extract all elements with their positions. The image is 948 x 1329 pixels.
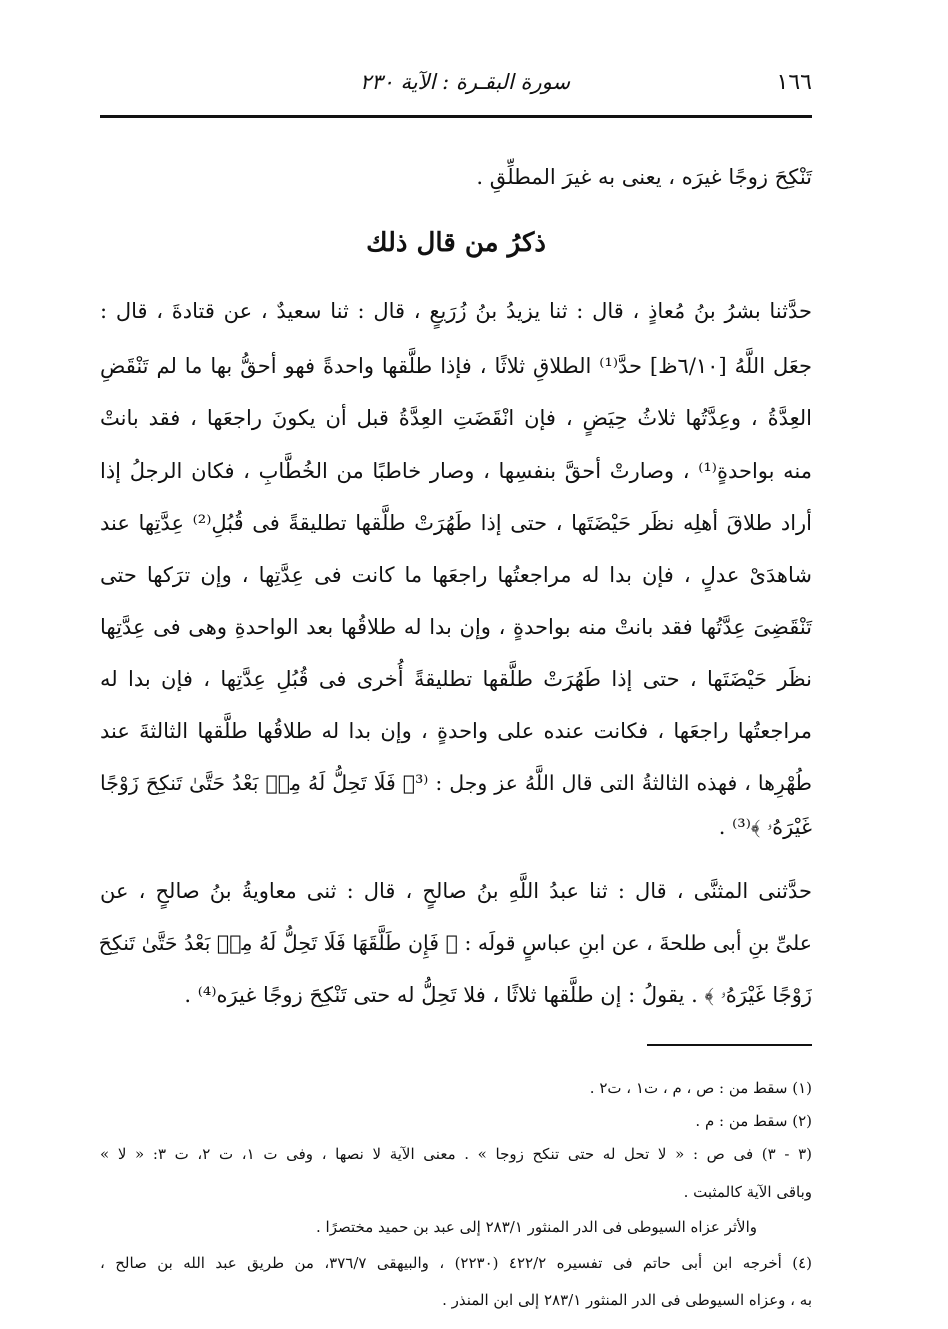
opening-line: تَنْكِحَ زوجًا غيرَه ، يعنى به غيرَ المطلِّقِ .: [476, 165, 812, 189]
running-title: سورة البقـرة : الآية ٢٣٠: [360, 70, 571, 94]
footnote: وباقى الآية كالمثبت .: [683, 1183, 812, 1201]
text-line: علىِّ بنِ أبى طلحةَ ، عن ابنِ عباسٍ قولَه : ﴿ فَإِن طَلَّقَهَا فَلَا تَحِلُّ لَهُ مِنۢ بَعْدُ حَتَّىٰ تَنكِحَ: [98, 931, 812, 955]
footnote: (٤) أخرجه ابن أبى حاتم فى تفسيره ٤٢٢/٢ (٢٢٣٠) ، والبيهقى ٣٧٦/٧، من طريق عبد الله بن صالح ،: [100, 1254, 812, 1272]
footnote: (٣ - ٣) فى ص : « لا تحل له حتى تنكح زوجا » . معنى الآية لا نصها ، وفى ت ١، ت ٢، ت ٣: « لا »: [100, 1145, 813, 1163]
page-header: [100, 62, 812, 102]
text-line: منه بواحدةٍ⁽¹⁾ ، وصارتْ أحقَّ بنفسِها ، وصار خاطبًا من الخُطَّابِ ، فكان الرجلُ إذا: [100, 459, 812, 483]
text-line: أراد طلاقَ أهلِه نظَر حَيْضَتَها ، حتى إذا طَهُرَتْ طلَّقها تطليقةً فى قُبُلِ⁽²⁾ عِدَّتِها عند: [100, 511, 813, 535]
text-line: حدَّثنى المثنَّى ، قال : ثنا عبدُ اللَّهِ بنُ صالحٍ ، قال : ثنى معاويةُ بنُ صالحٍ ، عن: [100, 879, 812, 903]
text-line: حدَّثنا بشرُ بنُ مُعاذٍ ، قال : ثنا يزيدُ بنُ زُرَيعٍ ، قال : ثنا سعيدٌ ، عن قتادةَ ، قال :: [100, 299, 812, 323]
footnote: والأثر عزاه السيوطى فى الدر المنثور ٢٨٣/١ إلى عبد بن حميد مختصرًا .: [316, 1218, 757, 1236]
text-line: غَيْرَهُۥ ﴾⁽³⁾ .: [718, 815, 812, 839]
book-page: [100, 0, 812, 1329]
section-heading: ذكرُ من قال ذلك: [366, 228, 546, 258]
text-line: تَنْقَضِىَ عِدَّتُها فقد بانتْ منه بواحدةٍ ، وإن بدا له طلاقُها بعد الواحدةِ وهى فى عِدَّتِها: [100, 615, 812, 639]
text-line: شاهدَىْ عدلٍ ، فإن بدا له مراجعتُها راجعَها ما كانت فى عِدَّتِها ، وإن ترَكها حتى: [100, 563, 812, 587]
header-rule: [100, 115, 812, 118]
text-line: مراجعتُها راجعَها ، فكانت عنده على واحدةٍ ، وإن بدا له طلاقُها طلَّقها الثالثةَ عند: [100, 719, 812, 743]
footnote-rule: [647, 1044, 812, 1046]
footnote: (٢) سقط من : م .: [695, 1112, 812, 1130]
text-line: نظَر حَيْضَتَها ، حتى إذا طَهُرَتْ طلَّقها تطليقةً أُخرى فى قُبُلِ عِدَّتِها ، فإن بدا له: [100, 667, 812, 691]
footnote: به ، وعزاه السيوطى فى الدر المنثور ٢٨٣/١ إلى ابن المنذر .: [442, 1291, 812, 1309]
text-line: زَوْجًا غَيْرَهُۥ ﴾ . يقولُ : إن طلَّقها ثلاثًا ، فلا تَحِلُّ له حتى تَنْكِحَ زوجًا غيرَه⁽⁴⁾ .: [184, 983, 812, 1007]
footnote: (١) سقط من : ص ، م ، ت١ ، ت٢ .: [589, 1079, 812, 1097]
text-line: طُهْرِها ، فهذه الثالثةُ التى قال اللَّهُ عز وجل : ⁽³﴿ فَلَا تَحِلُّ لَهُ مِنۢ بَعْدُ حَتَّىٰ تَنكِحَ زَوْجًا: [100, 771, 812, 795]
page-number: ١٦٦: [776, 69, 812, 95]
text-line: العِدَّةُ ، وعِدَّتُها ثلاثُ حِيَضٍ ، فإن انْقَضَتِ العِدَّةُ قبل أن يكونَ راجعَها ، فقد بانتْ: [100, 406, 812, 430]
text-line: جعَل اللَّهُ [٦/١٠ظ] حدَّ⁽¹⁾ الطلاقِ ثلاثًا ، فإذا طلَّقها واحدةً فهو أحقُّ بها ما لم تَنْقَضِ: [100, 354, 812, 378]
